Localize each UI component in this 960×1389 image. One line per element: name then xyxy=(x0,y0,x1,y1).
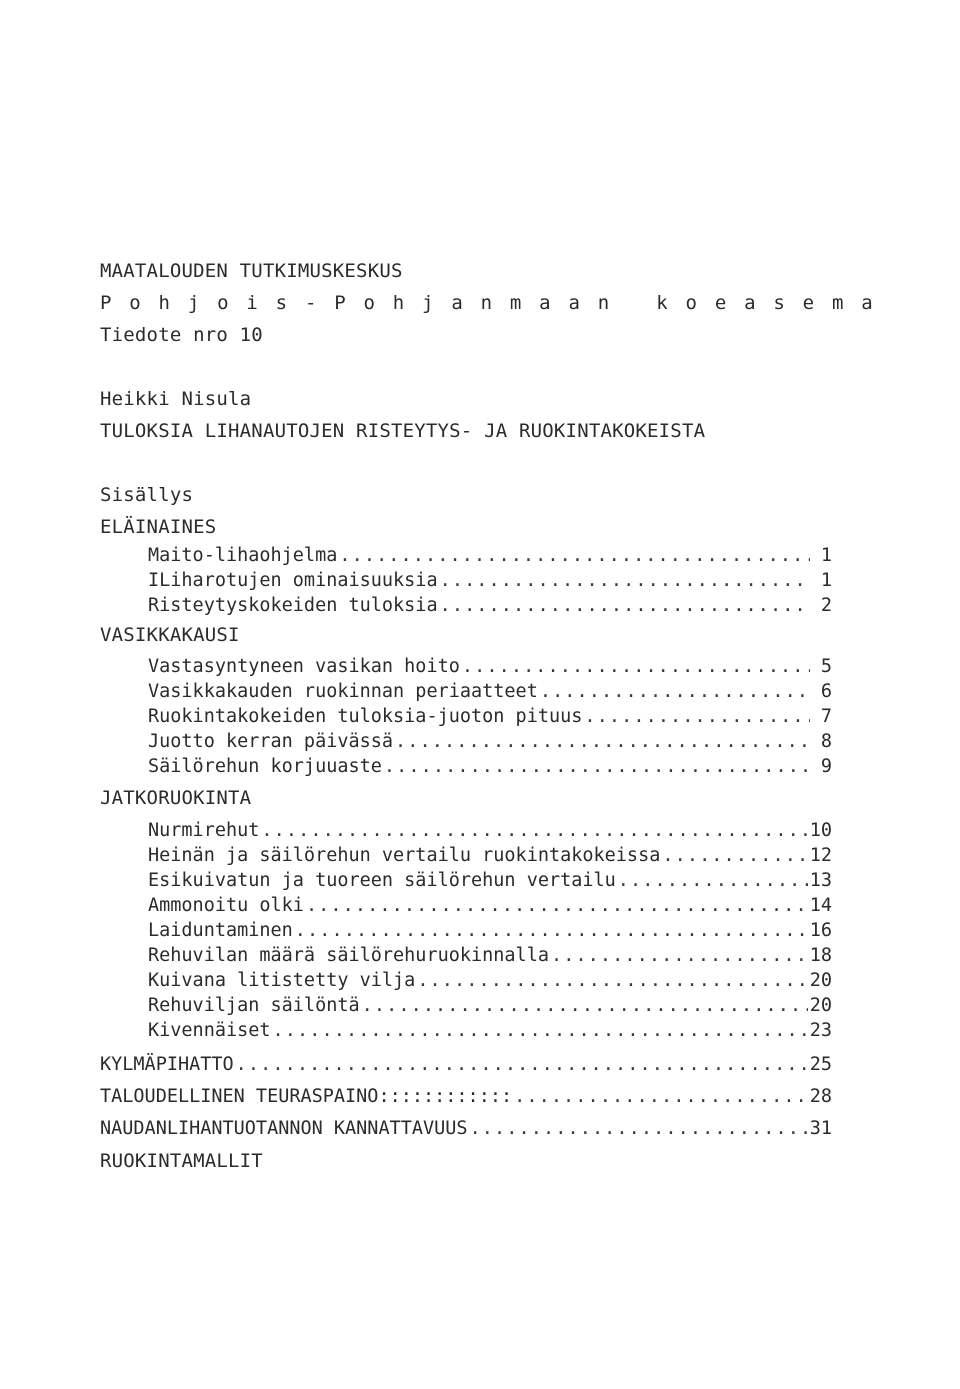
toc-entry-title: Heinän ja säilörehun vertailu ruokintakokeissa xyxy=(148,845,661,866)
final-heading: RUOKINTAMALLIT xyxy=(100,1150,263,1172)
toc-page-number: 1 xyxy=(820,570,832,591)
toc-entry-title: Maito-lihaohjelma xyxy=(148,545,338,566)
document-title: TULOKSIA LIHANAUTOJEN RISTEYTYS- JA RUOKINTAKOKEISTA xyxy=(100,420,706,442)
toc-dot-leader xyxy=(514,1086,808,1108)
toc-dot-leader xyxy=(261,820,807,842)
toc-page-number: 6 xyxy=(820,681,832,702)
toc-page-number: 2 xyxy=(820,595,832,616)
toc-page-number: 13 xyxy=(809,870,832,891)
toc-entry-title: Laiduntaminen xyxy=(148,920,293,941)
toc-page-number: 25 xyxy=(809,1054,832,1075)
toc-entry xyxy=(148,706,832,728)
toc-entry xyxy=(100,1054,832,1076)
toc-entry xyxy=(148,570,832,592)
toc-dot-leader xyxy=(362,995,808,1017)
toc-entry-title: Risteytyskokeiden tuloksia xyxy=(148,595,438,616)
toc-entry xyxy=(100,1086,832,1108)
toc-dot-leader xyxy=(295,920,808,942)
toc-dot-leader xyxy=(470,1118,808,1140)
toc-page-number: 28 xyxy=(809,1086,832,1107)
toc-page-number: 16 xyxy=(809,920,832,941)
toc-page-number: 20 xyxy=(809,970,832,991)
toc-dot-leader xyxy=(540,681,810,703)
toc-entry-title: Juotto kerran päivässä xyxy=(148,731,394,752)
toc-entry-title: Vastasyntyneen vasikan hoito xyxy=(148,656,460,677)
toc-entry xyxy=(148,595,832,617)
toc-entry xyxy=(148,895,832,917)
section-heading: VASIKKAKAUSI xyxy=(100,624,240,646)
toc-entry xyxy=(148,820,832,842)
toc-dot-leader xyxy=(384,756,810,778)
toc-entry xyxy=(148,945,832,967)
toc-entry-title: Kuivana litistetty vilja xyxy=(148,970,416,991)
section-heading: ELÄINAINES xyxy=(100,516,217,538)
toc-entry-title: Ruokintakokeiden tuloksia-juoton pituus xyxy=(148,706,583,727)
institution-name: MAATALOUDEN TUTKIMUSKESKUS xyxy=(100,260,403,282)
toc-dot-leader xyxy=(395,731,810,753)
toc-page-number: 9 xyxy=(820,756,832,777)
toc-entry xyxy=(148,731,832,753)
toc-dot-leader xyxy=(306,895,808,917)
toc-dot-leader xyxy=(236,1054,808,1076)
toc-page-number: 23 xyxy=(809,1020,832,1041)
toc-page-number: 10 xyxy=(809,820,832,841)
toc-entry-title: TALOUDELLINEN TEURASPAINO:::::::::::: xyxy=(100,1086,513,1107)
toc-dot-leader xyxy=(440,595,810,617)
toc-entry-title: Esikuivatun ja tuoreen säilörehun vertailu xyxy=(148,870,616,891)
toc-entry-title: Vasikkakauden ruokinnan periaatteet xyxy=(148,681,538,702)
toc-dot-leader xyxy=(339,545,810,567)
contents-heading: Sisällys xyxy=(100,484,194,506)
toc-dot-leader xyxy=(273,1020,808,1042)
toc-entry xyxy=(148,845,832,867)
toc-page-number: 1 xyxy=(820,545,832,566)
toc-entry xyxy=(148,870,832,892)
toc-dot-leader xyxy=(551,945,808,967)
author-name: Heikki Nisula xyxy=(100,388,252,410)
toc-entry-title: Rehuviljan säilöntä xyxy=(148,995,360,1016)
station-name: P o h j o i s - P o h j a n m a a n k o e a s e m a xyxy=(100,292,876,314)
toc-entry-title: KYLMÄPIHATTO xyxy=(100,1054,234,1075)
toc-entry xyxy=(148,681,832,703)
toc-dot-leader xyxy=(462,656,810,678)
toc-entry xyxy=(148,970,832,992)
toc-page-number: 31 xyxy=(809,1118,832,1139)
toc-dot-leader xyxy=(440,570,810,592)
toc-page-number: 5 xyxy=(820,656,832,677)
toc-dot-leader xyxy=(618,870,808,892)
toc-entry-title: Rehuvilan määrä säilörehuruokinnalla xyxy=(148,945,549,966)
toc-dot-leader xyxy=(662,845,807,867)
toc-entry xyxy=(148,656,832,678)
bulletin-number: Tiedote nro 10 xyxy=(100,324,263,346)
toc-entry-title: Säilörehun korjuuaste xyxy=(148,756,382,777)
toc-page-number: 12 xyxy=(809,845,832,866)
toc-entry-title: Nurmirehut xyxy=(148,820,260,841)
toc-page-number: 7 xyxy=(820,706,832,727)
toc-entry xyxy=(148,920,832,942)
toc-entry-title: Kivennäiset xyxy=(148,1020,271,1041)
toc-entry-title: NAUDANLIHANTUOTANNON KANNATTAVUUS xyxy=(100,1118,468,1139)
toc-entry xyxy=(148,545,832,567)
toc-dot-leader xyxy=(584,706,810,728)
section-heading: JATKORUOKINTA xyxy=(100,787,252,809)
toc-entry xyxy=(100,1118,832,1140)
toc-page-number: 20 xyxy=(809,995,832,1016)
toc-entry xyxy=(148,1020,832,1042)
toc-entry-title: Ammonoitu olki xyxy=(148,895,304,916)
toc-entry xyxy=(148,995,832,1017)
toc-page-number: 8 xyxy=(820,731,832,752)
toc-entry xyxy=(148,756,832,778)
toc-page-number: 18 xyxy=(809,945,832,966)
toc-entry-title: ILiharotujen ominaisuuksia xyxy=(148,570,438,591)
toc-page-number: 14 xyxy=(809,895,832,916)
toc-dot-leader xyxy=(417,970,807,992)
